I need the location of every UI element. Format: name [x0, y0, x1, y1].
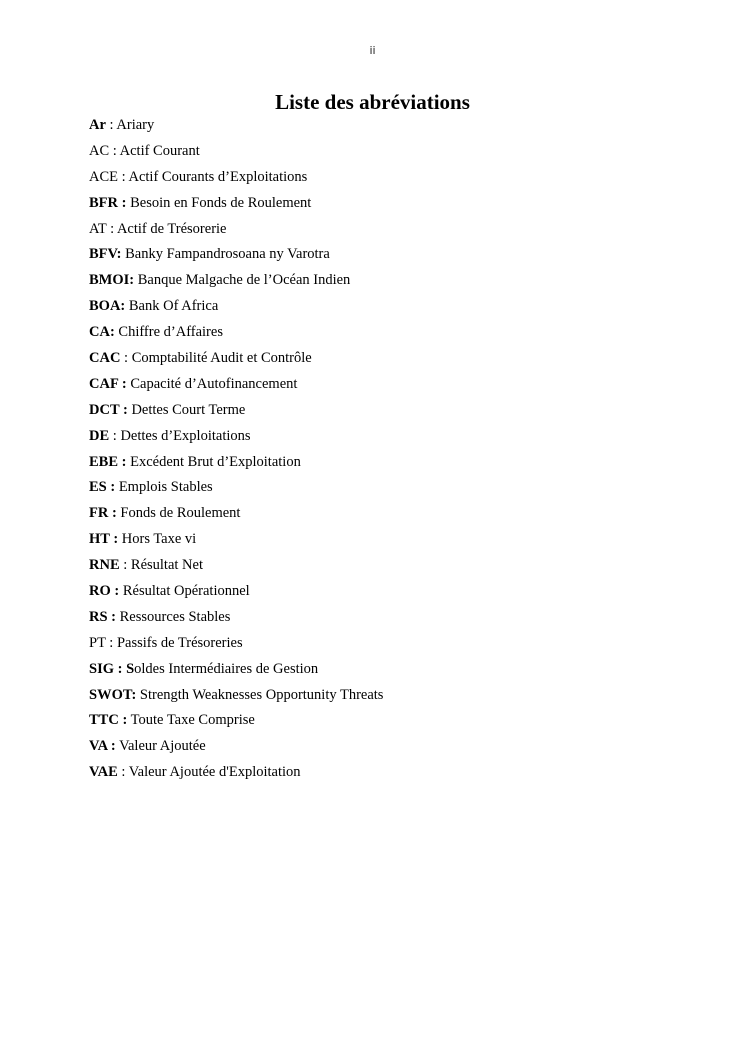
abbreviation-term: RS :: [89, 608, 116, 625]
abbreviation-definition: Valeur Ajoutée: [119, 738, 206, 755]
abbreviation-definition: Chiffre d’Affaires: [118, 324, 223, 341]
abbreviation-entry: [89, 321, 709, 347]
abbreviation-definition: Actif de Trésorerie: [116, 220, 227, 237]
abbreviation-term: CA:: [89, 324, 115, 341]
abbreviation-entry: [89, 476, 709, 502]
abbreviation-term: ES :: [89, 479, 116, 496]
abbreviation-entry: [89, 140, 709, 166]
abbreviation-definition: Ariary: [116, 117, 155, 133]
abbreviation-term: CAF :: [89, 375, 127, 392]
abbreviation-term: BFV:: [89, 246, 122, 263]
abbreviation-entry: [89, 658, 709, 684]
abbreviation-term: BMOI:: [89, 272, 135, 289]
abbreviation-term: CAC: [89, 350, 121, 367]
abbreviation-term: BOA:: [89, 298, 126, 315]
abbreviation-definition: Strength Weaknesses Opportunity Threats: [139, 686, 384, 703]
abbreviation-term: VA :: [89, 738, 116, 755]
abbreviation-entry: [89, 114, 709, 140]
abbreviation-term: AT: [89, 220, 107, 237]
abbreviation-entry: [89, 218, 709, 244]
abbreviation-definition: Actif Courants d’Exploitations: [128, 168, 308, 185]
abbreviation-term: DE: [89, 427, 110, 444]
abbreviation-separator: :: [117, 764, 129, 781]
abbreviation-term: FR :: [89, 505, 117, 522]
abbreviation-entry: [89, 580, 709, 606]
abbreviation-entry: [89, 295, 709, 321]
abbreviation-definition: Actif Courant: [119, 142, 200, 159]
abbreviation-definition: Ressources Stables: [119, 608, 231, 625]
abbreviation-term: PT: [89, 634, 106, 651]
abbreviation-term: ACE: [89, 168, 118, 185]
abbreviation-entry: [89, 735, 709, 761]
abbreviation-definition: Résultat Opérationnel: [122, 583, 250, 600]
abbreviation-definition: Banque Malgache de l’Océan Indien: [137, 272, 351, 289]
abbreviation-definition: Emplois Stables: [118, 479, 213, 496]
abbreviation-definition: Valeur Ajoutée d'Exploitation: [128, 764, 301, 781]
abbreviation-separator: :: [119, 557, 131, 574]
abbreviation-entry: [89, 243, 709, 269]
abbreviation-entry: [89, 451, 709, 477]
abbreviation-entry: [89, 269, 709, 295]
abbreviation-entry: [89, 502, 709, 528]
abbreviation-separator: :: [106, 220, 117, 237]
abbreviation-term: RO :: [89, 583, 120, 600]
abbreviation-term: DCT :: [89, 401, 128, 418]
abbreviation-separator: :: [105, 117, 117, 133]
abbreviation-definition: Dettes Court Terme: [131, 401, 246, 418]
abbreviation-definition: Comptabilité Audit et Contrôle: [131, 350, 312, 367]
abbreviation-term: TTC :: [89, 712, 128, 729]
abbreviation-entry: [89, 373, 709, 399]
abbreviation-entry: [89, 709, 709, 735]
abbreviation-definition: Dettes d’Exploitations: [120, 427, 251, 444]
abbreviation-separator: :: [120, 350, 132, 367]
abbreviation-definition: oldes Intermédiaires de Gestion: [134, 660, 319, 677]
abbreviation-entry: [89, 425, 709, 451]
abbreviation-entry: [89, 632, 709, 658]
abbreviation-term: SWOT:: [89, 686, 137, 703]
abbreviation-term: EBE :: [89, 453, 127, 470]
abbreviation-term: VAE: [89, 764, 118, 781]
abbreviation-entry: [89, 761, 709, 787]
abbreviation-definition: Banky Fampandrosoana ny Varotra: [125, 246, 330, 263]
abbreviation-entry: [89, 192, 709, 218]
abbreviation-term: BFR :: [89, 194, 127, 211]
abbreviation-list: [89, 114, 709, 787]
abbreviation-definition: Besoin en Fonds de Roulement: [130, 194, 312, 211]
abbreviation-entry: [89, 166, 709, 192]
abbreviation-term: AC: [89, 142, 110, 159]
abbreviation-term: HT :: [89, 531, 119, 548]
page-number: ii: [369, 44, 376, 57]
abbreviation-term: RNE: [89, 557, 120, 574]
abbreviation-separator: :: [118, 168, 129, 185]
abbreviation-separator: :: [105, 634, 117, 651]
abbreviation-separator: :: [109, 427, 121, 444]
abbreviation-definition: Fonds de Roulement: [120, 505, 241, 522]
abbreviation-entry: [89, 554, 709, 580]
abbreviation-term: Ar: [89, 117, 106, 133]
page-title: Liste des abréviations: [275, 90, 470, 114]
abbreviation-entry: [89, 684, 709, 710]
abbreviation-definition: Excédent Brut d’Exploitation: [130, 453, 301, 470]
abbreviation-definition: Passifs de Trésoreries: [116, 634, 243, 651]
abbreviation-definition: Hors Taxe vi: [121, 531, 197, 548]
abbreviation-definition: Toute Taxe Comprise: [130, 712, 255, 729]
abbreviation-definition: Résultat Net: [130, 557, 203, 574]
abbreviation-entry: [89, 347, 709, 373]
abbreviation-separator: :: [109, 142, 120, 159]
abbreviation-definition: Capacité d’Autofinancement: [130, 375, 298, 392]
abbreviation-term: SIG : S: [89, 660, 135, 677]
abbreviation-entry: [89, 606, 709, 632]
abbreviation-entry: [89, 528, 709, 554]
abbreviation-definition: Bank Of Africa: [128, 298, 219, 315]
abbreviation-entry: [89, 399, 709, 425]
